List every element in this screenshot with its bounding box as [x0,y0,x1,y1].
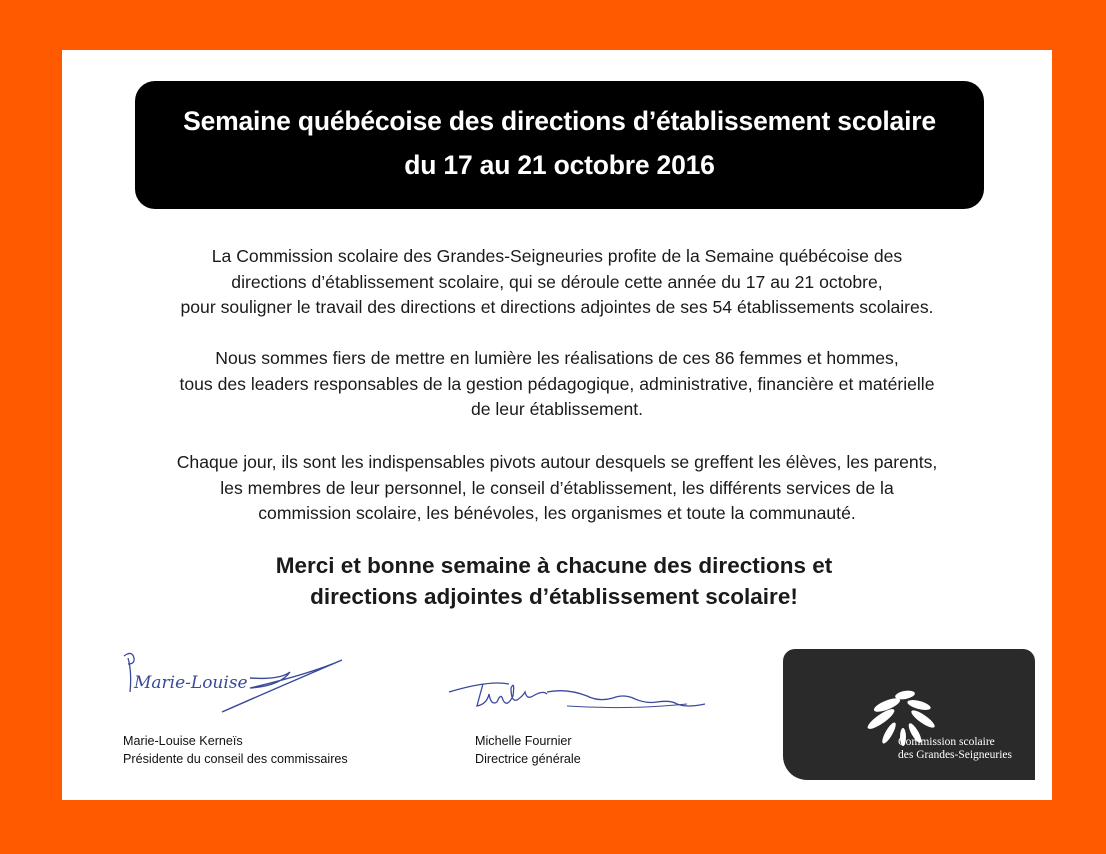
logo-line: Commission scolaire [898,736,995,748]
signature-block-director [475,732,581,768]
paragraph-line: pour souligner le travail des directions et directions adjointes de ses 54 établissements scolaires. [180,297,934,317]
paragraph-intro [62,244,1052,321]
signatory-title: Directrice générale [475,752,581,766]
thank-you-line: directions adjointes d’établissement scolaire! [310,584,798,609]
thank-you-message [62,550,1046,612]
paragraph-leaders [62,346,1052,423]
thank-you-line: Merci et bonne semaine à chacune des directions et [275,553,833,578]
paragraph-line: Nous sommes fiers de mettre en lumière les réalisations de ces 86 femmes et hommes, [215,348,899,368]
banner-title: Semaine québécoise des directions d’établissement scolaire [183,106,936,136]
paragraph-line: commission scolaire, les bénévoles, les organismes et toute la communauté. [258,503,856,523]
paragraph-line: tous des leaders responsables de la gestion pédagogique, administrative, financière et matérielle [179,373,935,394]
paragraph-pivots [62,450,1052,527]
school-board-logo [783,649,1035,780]
signatory-name: Michelle Fournier [475,734,572,748]
signatory-name: Marie-Louise Kerneïs [123,734,243,748]
document-page [62,50,1052,800]
signature-handwriting: Marie-Louise [134,673,248,693]
paragraph-line: Chaque jour, ils sont les indispensables pivots autour desquels se greffent les élèves, les parents, [176,452,938,472]
title-banner [135,81,984,209]
paragraph-line: les membres de leur personnel, le conseil d’établissement, les différents services de la [220,477,894,498]
signature-block-president [123,732,348,768]
signature-marie-louise-image [120,648,350,728]
logo-text [898,736,1012,762]
logo-line: des Grandes-Seigneuries [898,749,1013,761]
signature-fournier-image [447,670,727,730]
paragraph-line: de leur établissement. [470,399,644,419]
signatory-title: Présidente du conseil des commissaires [123,752,348,766]
paragraph-line: La Commission scolaire des Grandes-Seigneuries profite de la Semaine québécoise des [211,246,903,266]
banner-dates: du 17 au 21 octobre 2016 [404,150,715,180]
paragraph-line: directions d’établissement scolaire, qui se déroule cette année du 17 au 21 octobre, [231,271,883,292]
